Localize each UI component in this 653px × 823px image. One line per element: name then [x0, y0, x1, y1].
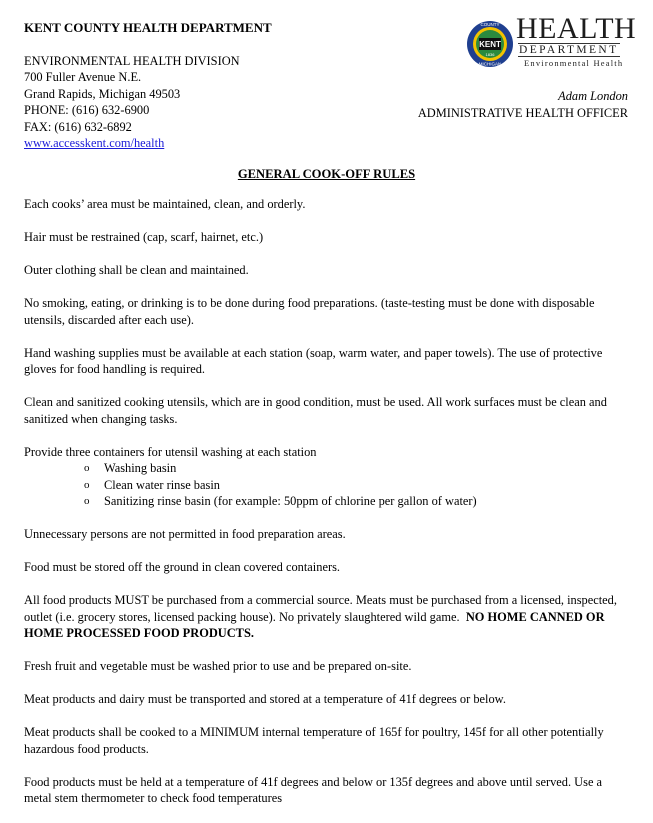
rule-item: Unnecessary persons are not permitted in food preparation areas. — [24, 527, 346, 541]
rule-item: Meat products and dairy must be transported and stored at a temperature of 41f degrees or below. — [24, 692, 506, 706]
rule-item: No smoking, eating, or drinking is to be done during food preparations. (taste-testing must be done with disposable utensils, discarded after each use). — [24, 296, 595, 327]
svg-text:COUNTY: COUNTY — [480, 22, 500, 27]
street-address: 700 Fuller Avenue N.E. — [24, 70, 142, 84]
health-officer-block — [418, 88, 628, 121]
page-title: GENERAL COOK-OFF RULES — [237, 167, 416, 181]
logo-environmental-text: Environmental Health — [524, 58, 624, 68]
rule-item: Each cooks’ area must be maintained, clean, and orderly. — [24, 197, 306, 211]
city-address: Grand Rapids, Michigan 49503 — [24, 86, 181, 101]
fax-number: FAX: (616) 632-6892 — [24, 119, 132, 134]
list-item: o Washing basin — [24, 460, 629, 477]
health-department-logo — [466, 14, 636, 72]
header-address-block — [24, 20, 354, 152]
rule-item: Outer clothing shall be clean and maintained. — [24, 263, 249, 277]
rule-text: All food products MUST be purchased from a commercial source. Meats must be purchased from a licensed, inspected, outlet (i.e. grocery stores, licensed packing house). No privately slaughtered wild game. — [24, 593, 617, 624]
rules-list — [24, 196, 629, 823]
list-item: o Clean water rinse basin — [24, 477, 629, 494]
logo-department-text: DEPARTMENT — [519, 44, 619, 56]
county-seal-icon — [466, 16, 516, 74]
rule-item: Clean and sanitized cooking utensils, which are in good condition, must be used. All work surfaces must be clean and sanitized when changing tasks. — [24, 395, 607, 426]
rule-item: Hair must be restrained (cap, scarf, hairnet, etc.) — [24, 230, 264, 244]
officer-name: Adam London — [558, 89, 628, 103]
division-name: ENVIRONMENTAL HEALTH DIVISION — [24, 53, 240, 68]
rule-item: Hand washing supplies must be available at each station (soap, warm water, and paper towels). The use of protective gloves for food handling is required. — [24, 345, 603, 376]
rule-item — [24, 592, 629, 642]
washing-containers-list — [24, 460, 629, 510]
svg-text:MICHIGAN: MICHIGAN — [478, 61, 502, 67]
rule-item: Food must be stored off the ground in clean covered containers. — [24, 560, 340, 574]
svg-text:1836: 1836 — [485, 52, 495, 57]
website-link[interactable]: www.accesskent.com/health — [24, 136, 165, 150]
department-name: KENT COUNTY HEALTH DEPARTMENT — [24, 20, 272, 35]
rule-item: Food products must be held at a temperature of 41f degrees and below or 135f degrees and above until served. Use a metal stem thermometer to check food temperatures — [24, 774, 603, 805]
rule-item: Meat products shall be cooked to a MINIMUM internal temperature of 165f for poultry, 145f for all other potentially hazardous food products. — [24, 725, 604, 756]
svg-text:KENT: KENT — [479, 40, 501, 49]
officer-title: ADMINISTRATIVE HEALTH OFFICER — [417, 105, 628, 120]
list-item: o Sanitizing rinse basin (for example: 50ppm of chlorine per gallon of water) — [24, 493, 629, 510]
rule-emphasis: NO HOME CANNED OR HOME PROCESSED FOOD PRODUCTS. — [24, 609, 605, 640]
logo-health-text: HEALTH — [516, 12, 637, 45]
rule-item: Fresh fruit and vegetable must be washed prior to use and be prepared on-site. — [24, 659, 412, 673]
rule-item: Provide three containers for utensil washing at each station — [24, 444, 317, 459]
phone-number: PHONE: (616) 632-6900 — [24, 103, 150, 117]
